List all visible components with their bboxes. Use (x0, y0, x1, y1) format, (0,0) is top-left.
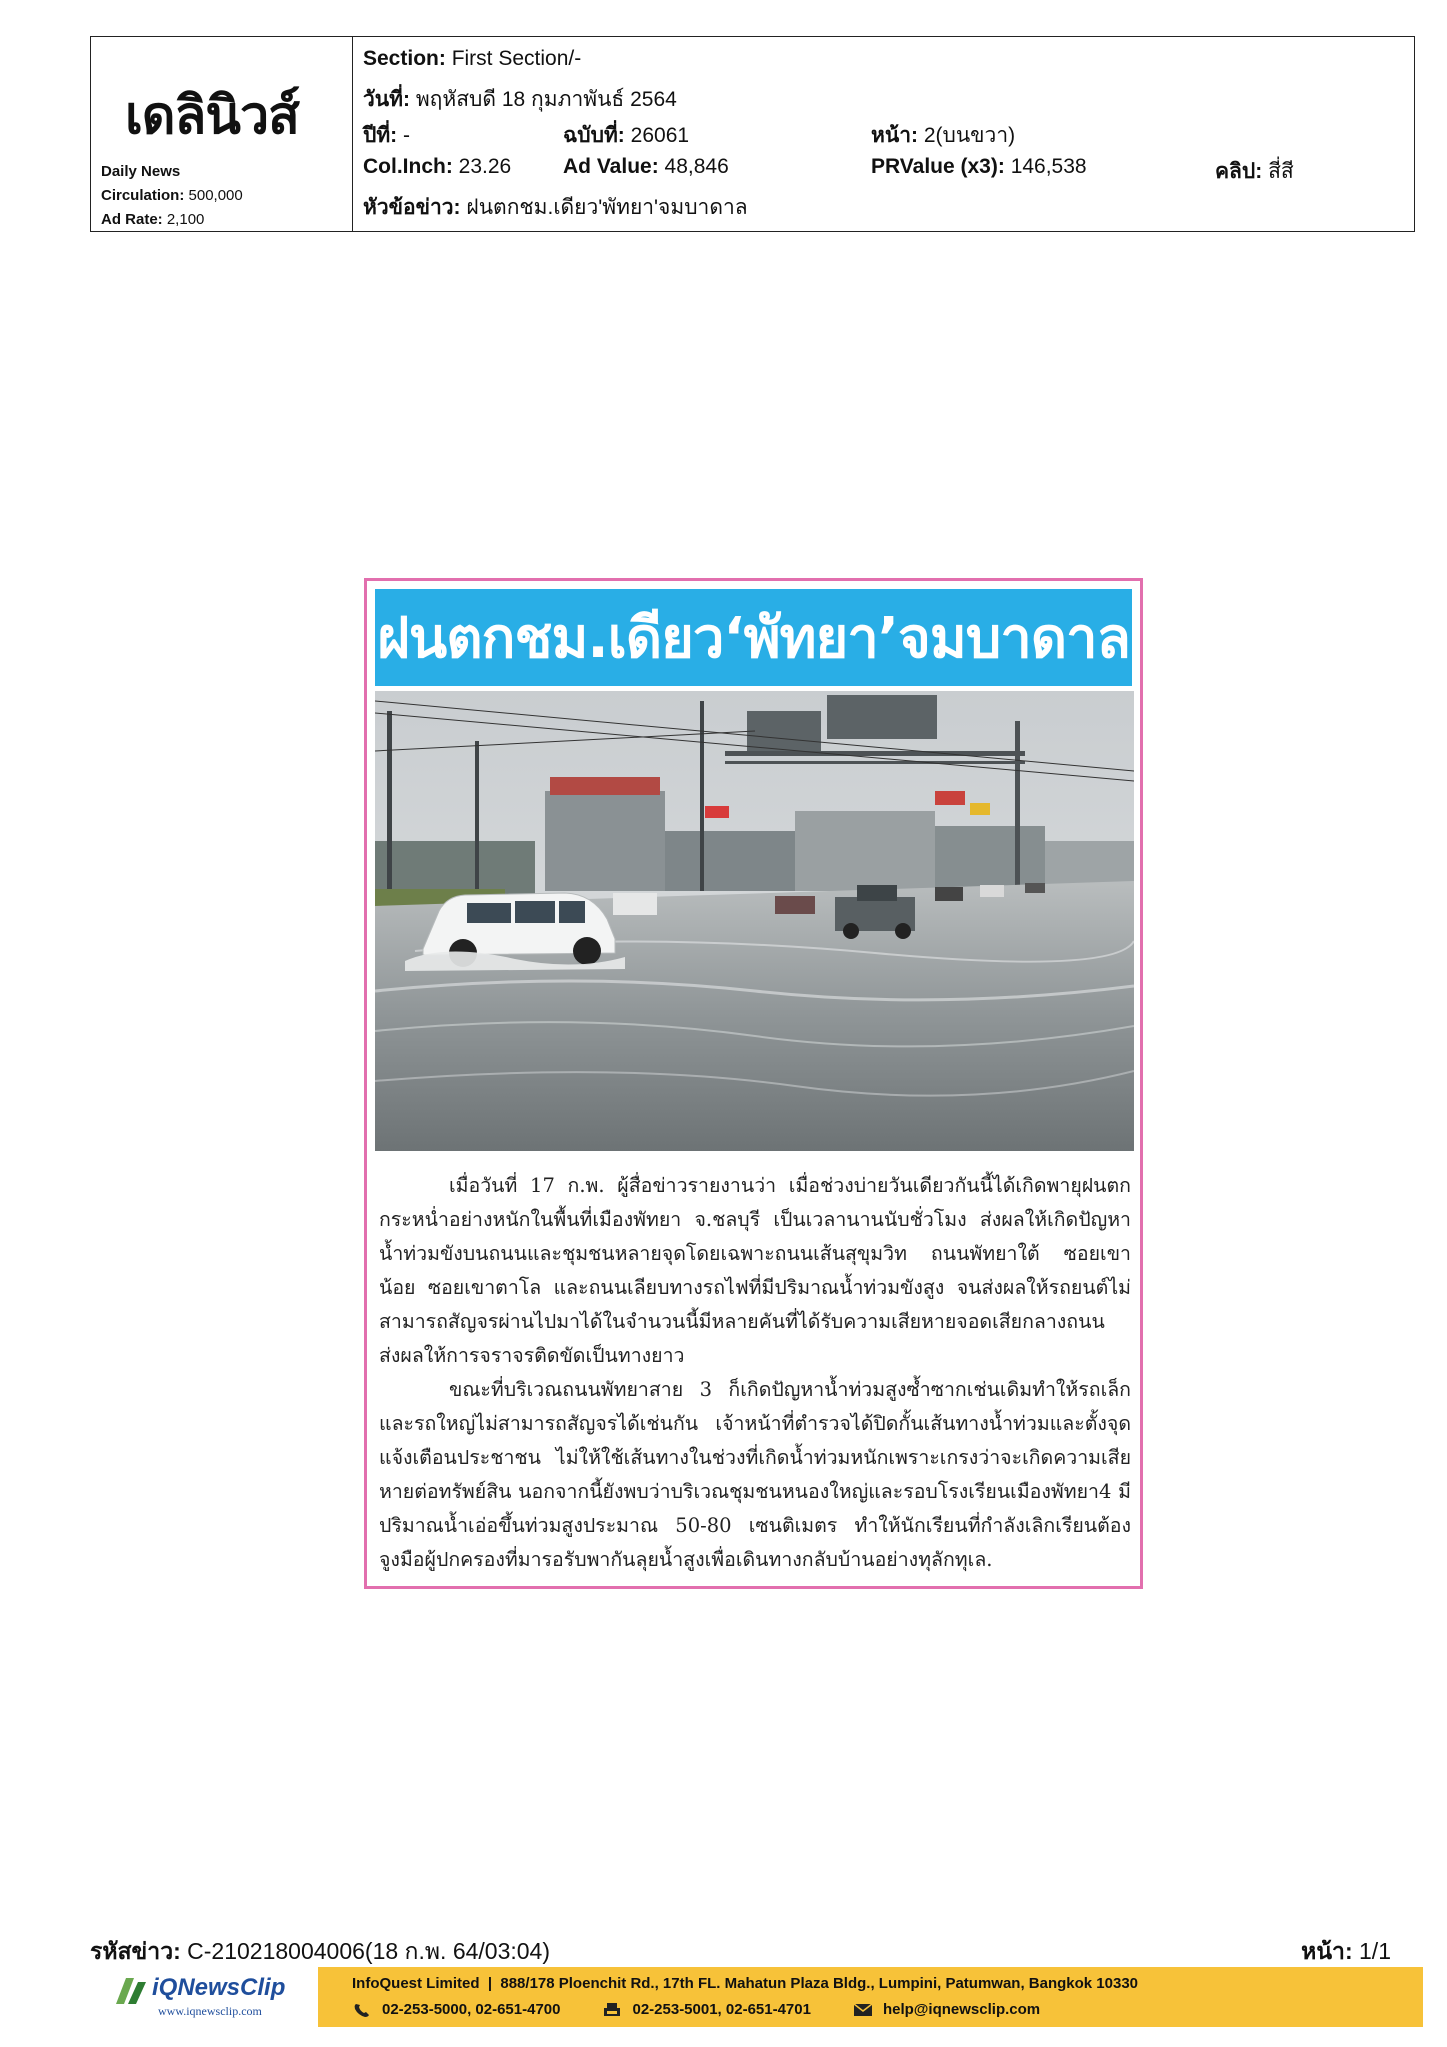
clip-info-header (90, 36, 1415, 232)
clip-color-field: คลิป: สี่สี (1215, 160, 1294, 183)
phone-icon (352, 2002, 372, 2018)
issue-field: ฉบับที่: 26061 (563, 124, 690, 147)
ad-value-field: Ad Value: 48,846 (563, 155, 729, 178)
section-row: Section: First Section/- (363, 47, 582, 70)
article-paragraph: เมื่อวันที่ 17 ก.พ. ผู้สื่อข่าวรายงานว่า เมื่อช่วงบ่ายวันเดียวกันนี้ได้เกิดพายุฝนตกกระหน่ำอย่างหนักในพื้นที่เมืองพัทยา จ.ชลบุรี เป็นเวลานานนับชั่วโมง ส่งผลให้เกิดปัญหาน้ำท่วมขังบนถนนและชุมชนหลายจุดโดยเฉพาะถนนเส้นสุขุมวิท ถนนพัทยาใต้ ซอยเขาน้อย ซอยเขาตาโล และถนนเลียบทางรถไฟที่มีปริมาณน้ำท่วมขังสูง จนส่งผลให้รถยนต์ไม่สามารถสัญจรผ่านไปมาได้ในจำนวนนี้มีหลายคันที่ได้รับความเสียหายจอดเสียกลางถนน ส่งผลให้การจราจรติดขัดเป็นทางยาว (379, 1174, 1131, 1367)
col-inch-field: Col.Inch: 23.26 (363, 155, 512, 178)
phone-numbers: 02-253-5000, 02-651-4700 (382, 2001, 561, 2018)
flood-photo (375, 691, 1134, 1151)
iqnewsclip-logo (112, 1974, 302, 2022)
page-indicator: หน้า: 1/1 (1301, 1938, 1391, 1964)
circulation: Circulation: 500,000 (101, 187, 243, 204)
clipping-headline: ฝนตกชม.เดียว‘พัทยา’จมบาดาล (375, 589, 1132, 686)
news-clipping (364, 578, 1143, 1589)
page-field: หน้า: 2(บนขวา) (871, 124, 1016, 147)
fax-icon (602, 2002, 622, 2018)
email-icon (853, 2002, 873, 2018)
company-address: InfoQuest Limited | 888/178 Ploenchit Rd., 17th FL. Mahatun Plaza Bldg., Lumpini, Patumwan, Bangkok 10330 (352, 1975, 1139, 1992)
contact-bar (318, 1967, 1423, 2027)
publication-name-en: Daily News (101, 163, 181, 180)
article-paragraph: ขณะที่บริเวณถนนพัทยาสาย 3 ก็เกิดปัญหาน้ำท่วมสูงซ้ำซากเช่นเดิมทำให้รถเล็กและรถใหญ่ไม่สามารถสัญจรได้เช่นกัน เจ้าหน้าที่ตำรวจได้ปิดกั้นเส้นทางน้ำท่วมและตั้งจุดแจ้งเตือนประชาชน ไม่ให้ใช้เส้นทางในช่วงที่เกิดน้ำท่วมหนักเพราะเกรงว่าจะเกิดความเสียหายต่อทรัพย์สิน นอกจากนี้ยังพบว่าบริเวณชุมชนหนองใหญ่และรอบโรงเรียนเมืองพัทยา4 มีปริมาณน้ำเอ่อขึ้นท่วมสูงประมาณ 50-80 เซนติเมตร ทำให้นักเรียนที่กำลังเลิกเรียนต้องจูงมือผู้ปกครองที่มารอรับพากันลุยน้ำสูงเพื่อเดินทางกลับบ้านอย่างทุลักทุเล. (379, 1378, 1131, 1571)
address: 888/178 Ploenchit Rd., 17th FL. Mahatun Plaza Bldg., Lumpini, Patumwan, Bangkok 10330 (500, 1975, 1139, 1992)
year-field: ปีที่: - (363, 124, 411, 147)
logo-name: iQNewsClip (152, 1974, 286, 2001)
news-code: รหัสข่าว: C-210218004006(18 ก.พ. 64/03:04) (90, 1938, 551, 1964)
publication-panel (91, 37, 353, 231)
article-body (379, 1169, 1131, 1577)
ad-rate: Ad Rate: 2,100 (101, 211, 205, 228)
company-name: InfoQuest Limited (352, 1975, 480, 1992)
contact-line (352, 2001, 1040, 2018)
headline-row: หัวข้อข่าว: ฝนตกชม.เดียว'พัทยา'จมบาดาล (363, 196, 748, 219)
clip-details (363, 37, 1414, 231)
publication-logo: เดลินิวส์ (125, 86, 299, 146)
logo-url: www.iqnewsclip.com (158, 2004, 262, 2018)
date-row: วันที่: พฤหัสบดี 18 กุมภาพันธ์ 2564 (363, 88, 677, 111)
pr-value-field: PRValue (x3): 146,538 (871, 155, 1087, 178)
fax-numbers: 02-253-5001, 02-651-4701 (632, 2001, 811, 2018)
email-address[interactable]: help@iqnewsclip.com (882, 2001, 1041, 2018)
logo-mark-icon (112, 1974, 152, 2008)
